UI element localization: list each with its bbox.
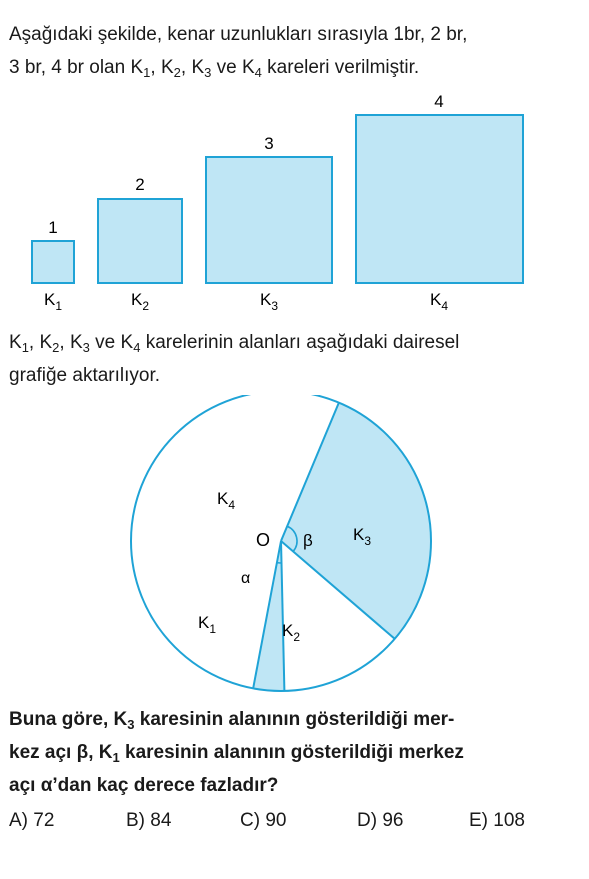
description-line-2: grafiğe aktarılıyor. [9, 365, 161, 386]
square-k3-shape [206, 157, 332, 283]
option-b[interactable]: B) 84 [126, 810, 172, 831]
answer-options [9, 810, 579, 840]
pie-chart [0, 395, 589, 695]
option-c[interactable]: C) 90 [240, 810, 287, 831]
square-k3-name: $K_3$ [259, 290, 279, 313]
square-k2-side-label: 2 [135, 175, 145, 194]
question-line-1: Buna göre, $K_3$ karesinin alanının gösterildiği mer- [9, 709, 455, 732]
square-k1-shape [32, 241, 74, 283]
k3-label: $K_3$ [191, 57, 212, 80]
description-line-1: $K_1$, $K_2$, $K_3$ ve $K_4$ karelerinin alanları aşağıdaki dairesel [9, 332, 460, 355]
sector-label-k3: $K_3$ [352, 525, 372, 548]
square-k2 [98, 175, 182, 313]
intro-line-2-prefix: 3 br, 4 br olan [9, 57, 131, 78]
option-e[interactable]: E) 108 [469, 810, 525, 831]
intro-line-2: 3 br, 4 br olan $K_1$, $K_2$, $K_3$ ve $K_4$ kareleri verilmiştir. [9, 57, 420, 80]
intro-line-1: Aşağıdaki şekilde, kenar uzunlukları sırasıyla 1br, 2 br, [9, 24, 468, 45]
square-k4-name: $K_4$ [429, 290, 449, 313]
square-k3 [206, 134, 332, 313]
k3-label: $K_3$ [69, 332, 90, 355]
k1-label: $K_1$ [9, 332, 29, 355]
intro-text [9, 18, 579, 84]
square-k1-name: $K_1$ [43, 290, 63, 313]
k2-label: $K_2$ [160, 57, 181, 80]
description-text [9, 326, 579, 392]
center-label: O [256, 530, 271, 550]
question-text [9, 703, 579, 802]
square-k4-shape [356, 115, 523, 283]
intro-line-2-suffix: kareleri verilmiştir. [261, 57, 420, 78]
k2-label: $K_2$ [39, 332, 60, 355]
question-line-2: kez açı β, $K_1$ karesinin alanının gösterildiği merkez [9, 742, 464, 765]
alpha-label: α [241, 570, 251, 587]
option-d[interactable]: D) 96 [357, 810, 404, 831]
square-k2-name: $K_2$ [130, 290, 150, 313]
squares-figure [0, 88, 589, 318]
square-k1 [32, 218, 74, 313]
k4-label: $K_4$ [120, 332, 141, 355]
square-k1-side-label: 1 [48, 218, 58, 237]
sector-label-k1: $K_1$ [197, 613, 217, 636]
square-k3-side-label: 3 [264, 134, 274, 153]
k1-label: $K_1$ [130, 57, 151, 80]
square-k4 [356, 92, 523, 313]
k4-label: $K_4$ [241, 57, 262, 80]
option-a[interactable]: A) 72 [9, 810, 55, 831]
sector-label-k2: $K_2$ [281, 621, 301, 644]
sector-label-k4: $K_4$ [216, 489, 236, 512]
beta-label: β [303, 531, 313, 550]
square-k4-side-label: 4 [434, 92, 444, 111]
square-k2-shape [98, 199, 182, 283]
question-line-3: açı α’dan kaç derece fazladır? [9, 775, 279, 796]
